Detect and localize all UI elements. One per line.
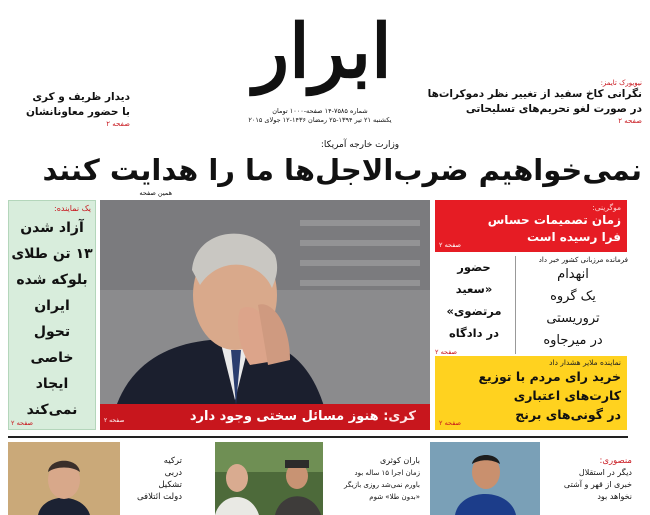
teaser-right-line-2: در صورت لغو تحریم‌های تسلیحاتی — [465, 103, 642, 115]
lead-photo[interactable] — [100, 200, 430, 430]
newspaper-logo: ابرار — [253, 9, 392, 95]
football-line: نخواهد بود — [597, 492, 632, 501]
left-news-box[interactable] — [8, 200, 96, 430]
turkey-photo — [8, 442, 120, 515]
issue-line-1: شماره ۷۵۸۵-۱۴ صفحه-۱۰۰۰ تومان — [272, 107, 368, 115]
left-box-page: صفحه ۲ — [11, 419, 34, 427]
teaser-right-line-1: نگرانی کاخ سفید از تغییر نظر دموکرات‌ها — [427, 88, 642, 100]
lead-headline[interactable]: نمی‌خواهیم ضرب‌الاجل‌ها ما را هدایت کنند — [42, 153, 642, 187]
terror-group-story[interactable] — [518, 256, 628, 356]
yellow-box-line-3: در گونی‌های برنج — [515, 407, 621, 422]
mortazavi-line: حضور — [457, 260, 491, 274]
football-line: منصوری: — [599, 456, 632, 466]
thumb-film[interactable] — [215, 442, 323, 515]
mortazavi-line: «سعید — [455, 282, 493, 296]
terror-title — [518, 264, 628, 352]
column-divider — [515, 256, 516, 354]
red-box-line-2: فرا رسیده است — [526, 230, 621, 244]
lead-page: همین صفحه — [139, 189, 172, 197]
turkey-line: ترکیه — [163, 456, 182, 466]
teaser-left-page: صفحه ۲ — [106, 120, 130, 128]
mortazavi-story[interactable] — [435, 256, 513, 356]
football-photo — [430, 442, 540, 515]
turkey-line: تشکیل — [158, 480, 182, 490]
left-box-line: خاصی — [30, 350, 74, 366]
football-story[interactable] — [542, 455, 632, 503]
football-line: خبری از قهر و آشتی — [563, 480, 632, 489]
teaser-left-line-2: با حضور معاونانشان — [25, 106, 130, 118]
turkey-line: دربی — [164, 468, 182, 478]
left-box-line: نمی‌کند — [26, 402, 78, 418]
left-box-line: بلوکه شده — [16, 272, 88, 288]
red-box-page: صفحه ۲ — [439, 241, 462, 249]
left-box-line: ایران — [34, 298, 70, 314]
teaser-right[interactable] — [420, 79, 642, 125]
caption-kicker: کری: — [383, 409, 416, 424]
yellow-box-line-2: کارت‌های اعتباری — [513, 388, 621, 403]
red-news-box[interactable] — [435, 200, 627, 252]
football-line: دیگر در استقلال — [578, 468, 632, 477]
yellow-box-line-1: خرید رای مردم با توزیع — [478, 369, 621, 384]
mortazavi-title — [435, 256, 513, 344]
left-box-line: آزاد شدن — [20, 220, 84, 236]
issue-line-2: یکشنبه ۲۱ تیر ۱۳۹۴-۲۵ رمضان ۱۴۳۶-۱۲ جولای ۲۰۱۵ — [248, 116, 392, 124]
teaser-left[interactable] — [10, 90, 130, 128]
terror-line: یک گروه — [550, 289, 596, 304]
yellow-box-kicker: نماینده ملایر هشدار داد — [549, 358, 621, 367]
yellow-box-page: صفحه ۲ — [439, 419, 462, 427]
film-story[interactable] — [325, 455, 420, 503]
photo-caption — [100, 404, 430, 430]
mortazavi-line: مرتضوی» — [446, 304, 502, 318]
turkey-line: دولت ائتلافی — [136, 492, 182, 502]
portrait-illustration — [100, 200, 430, 430]
left-box-title — [9, 213, 95, 423]
caption-text: هنوز مسائل سختی وجود دارد — [189, 409, 379, 424]
left-box-kicker: یک نماینده: — [54, 204, 91, 213]
film-line: زمان اجرا ۱۵ ساله بود — [354, 469, 420, 477]
terror-line: تروریستی — [546, 311, 600, 326]
thumb-turkey[interactable] — [8, 442, 120, 515]
film-photo — [215, 442, 323, 515]
turkey-story[interactable] — [122, 455, 182, 503]
teaser-right-kicker: نیویورک تایمز: — [600, 79, 642, 87]
left-box-line: ایجاد — [35, 376, 69, 392]
red-box-kicker: موگرینی: — [592, 203, 621, 212]
terror-kicker: فرمانده مرزبانی کشور خبر داد — [538, 256, 628, 264]
terror-line: انهدام — [557, 267, 589, 282]
section-rule — [8, 436, 628, 438]
film-line: باران کوثری — [379, 456, 420, 465]
left-box-line: ۱۳ تن طلای — [11, 246, 93, 262]
left-box-line: تحول — [33, 324, 71, 340]
mortazavi-line: در دادگاه — [448, 326, 500, 340]
film-line: باورم نمی‌شد روزی بازیگر — [344, 481, 420, 489]
teaser-right-page: صفحه ۲ — [618, 117, 642, 125]
issue-info — [225, 107, 415, 125]
teaser-left-line-1: دیدار ظریف و کری — [32, 91, 130, 103]
yellow-news-box[interactable] — [435, 356, 627, 430]
thumb-football[interactable] — [430, 442, 540, 515]
lead-kicker: وزارت خارجه آمریکا: — [320, 140, 400, 150]
red-box-line-1: زمان تصمیمات حساس — [487, 213, 621, 227]
terror-line: در میرجاوه — [543, 333, 603, 348]
mortazavi-page: صفحه ۲ — [435, 348, 458, 356]
caption-page: صفحه ۲ — [104, 417, 125, 424]
film-line: «بدون طلا» شوم — [369, 493, 420, 501]
